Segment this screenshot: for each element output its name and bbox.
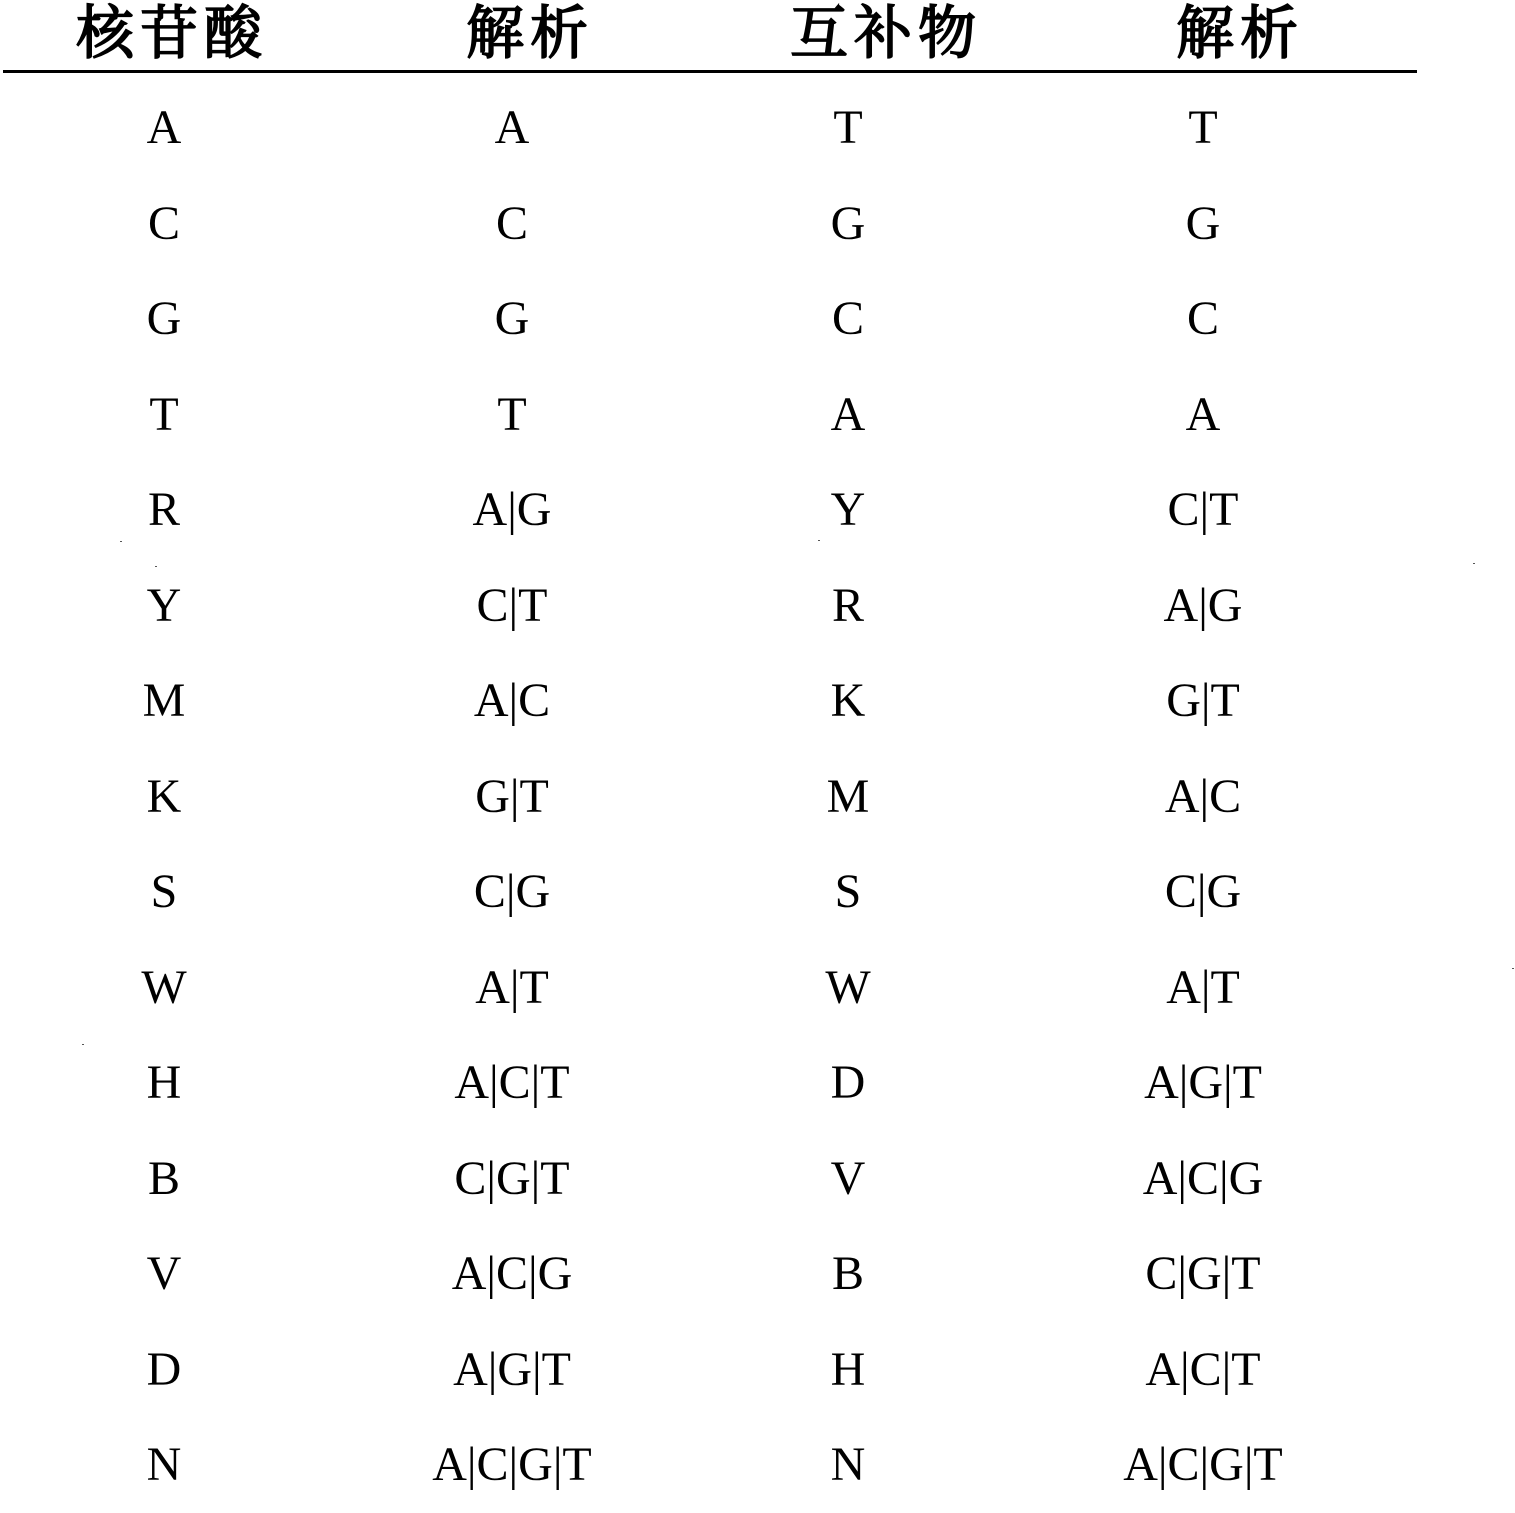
cell-resolution: A|C|G|T [432, 1417, 592, 1513]
scan-speck [1512, 968, 1514, 969]
cell-complement-resolution: A|G [1164, 558, 1243, 654]
cell-complement-resolution: A|C|G [1143, 1131, 1264, 1227]
cell-complement: Y [831, 462, 866, 558]
header-rule [3, 70, 1417, 73]
scan-speck [1473, 563, 1475, 564]
cell-resolution: A [495, 80, 530, 176]
header-resolution: 解析 [466, 0, 594, 66]
cell-complement: S [835, 844, 862, 940]
scan-speck [155, 566, 157, 567]
header-complement-resolution: 解析 [1176, 0, 1304, 66]
table-row [0, 653, 1515, 749]
cell-nucleotide: D [147, 1322, 182, 1418]
cell-complement-resolution: A [1186, 367, 1221, 463]
cell-complement-resolution: C|G [1165, 844, 1241, 940]
cell-nucleotide: N [147, 1417, 182, 1513]
scan-speck [82, 1044, 84, 1045]
cell-complement: V [831, 1131, 866, 1227]
cell-complement: K [831, 653, 866, 749]
cell-nucleotide: H [147, 1035, 182, 1131]
cell-complement: G [831, 176, 866, 272]
cell-nucleotide: K [147, 749, 182, 845]
cell-complement-resolution: A|C|T [1145, 1322, 1260, 1418]
cell-complement: W [825, 940, 870, 1036]
cell-nucleotide: C [148, 176, 180, 272]
table-row [0, 176, 1515, 272]
header-nucleotide: 核苷酸 [76, 0, 268, 66]
table-row [0, 940, 1515, 1036]
cell-resolution: A|C|G [452, 1226, 573, 1322]
cell-complement: B [832, 1226, 864, 1322]
cell-complement: T [833, 80, 862, 176]
cell-nucleotide: R [148, 462, 180, 558]
cell-complement-resolution: C|G|T [1145, 1226, 1260, 1322]
cell-nucleotide: A [147, 80, 182, 176]
cell-complement: N [831, 1417, 866, 1513]
table-row [0, 844, 1515, 940]
cell-complement: C [832, 271, 864, 367]
cell-resolution: C [496, 176, 528, 272]
cell-complement-resolution: A|T [1166, 940, 1240, 1036]
cell-complement-resolution: A|G|T [1144, 1035, 1262, 1131]
header-complement: 互补物 [790, 0, 982, 66]
cell-complement-resolution: G|T [1166, 653, 1240, 749]
table-row [0, 271, 1515, 367]
cell-complement-resolution: G [1186, 176, 1221, 272]
cell-nucleotide: T [149, 367, 178, 463]
table-row [0, 1322, 1515, 1418]
cell-complement-resolution: C [1187, 271, 1219, 367]
cell-complement-resolution: A|C|G|T [1123, 1417, 1283, 1513]
cell-resolution: C|G|T [454, 1131, 569, 1227]
cell-nucleotide: Y [147, 558, 182, 654]
table-row [0, 558, 1515, 654]
cell-complement: R [832, 558, 864, 654]
cell-nucleotide: B [148, 1131, 180, 1227]
cell-nucleotide: M [143, 653, 186, 749]
cell-complement: H [831, 1322, 866, 1418]
table-row [0, 1417, 1515, 1513]
cell-complement: M [827, 749, 870, 845]
cell-resolution: G [495, 271, 530, 367]
table-row [0, 1226, 1515, 1322]
cell-resolution: A|G|T [453, 1322, 571, 1418]
scan-speck [120, 541, 122, 542]
scan-speck [818, 540, 820, 541]
cell-resolution: C|G [474, 844, 550, 940]
table-row [0, 1035, 1515, 1131]
cell-complement: D [831, 1035, 866, 1131]
cell-complement: A [831, 367, 866, 463]
table-row [0, 367, 1515, 463]
cell-complement-resolution: C|T [1168, 462, 1239, 558]
table-row [0, 749, 1515, 845]
nucleotide-code-table [0, 0, 1515, 1499]
cell-nucleotide: G [147, 271, 182, 367]
cell-nucleotide: W [141, 940, 186, 1036]
table-row [0, 80, 1515, 176]
cell-resolution: A|C|T [454, 1035, 569, 1131]
cell-complement-resolution: A|C [1165, 749, 1241, 845]
cell-nucleotide: V [147, 1226, 182, 1322]
table-header [0, 0, 1515, 70]
cell-complement-resolution: T [1188, 80, 1217, 176]
cell-resolution: A|T [475, 940, 549, 1036]
cell-resolution: T [497, 367, 526, 463]
cell-resolution: A|C [474, 653, 550, 749]
cell-resolution: C|T [477, 558, 548, 654]
table-row [0, 462, 1515, 558]
cell-resolution: A|G [473, 462, 552, 558]
table-body [0, 80, 1515, 1513]
table-row [0, 1131, 1515, 1227]
cell-resolution: G|T [475, 749, 549, 845]
cell-nucleotide: S [151, 844, 178, 940]
